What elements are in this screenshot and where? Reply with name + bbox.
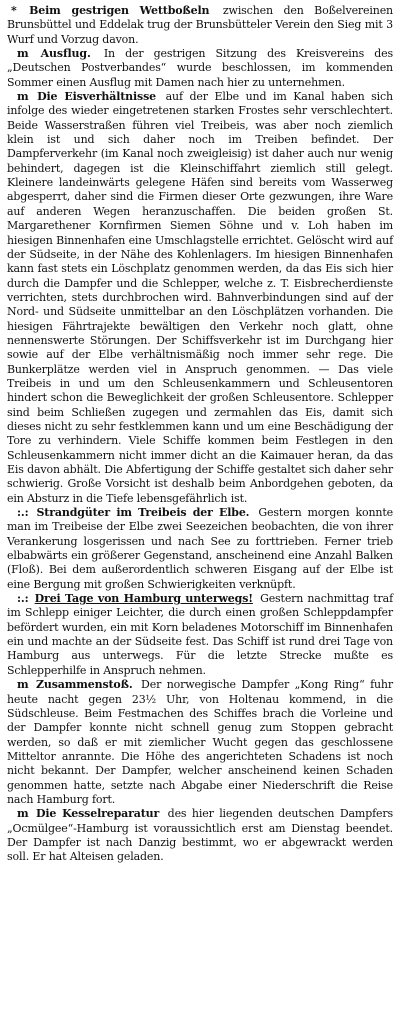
article-headline: Die Eisverhältnisse (37, 90, 156, 104)
article-headline: Drei Tage von Hamburg unterwegs! (34, 592, 253, 606)
article-headline: Zusammenstoß. (36, 678, 133, 692)
article-headline: Die Kesselreparatur (36, 807, 160, 821)
article-headline: Ausflug. (40, 47, 91, 61)
article-text: Gestern morgen konnte man im Treibeise der Elbe zwei Seezeichen beobachten, die von ihrer Verankerung losgerissen und nach See zu forttrieben. Ferner trieb elbabwärts ein größerer Gegenstand, anscheinend eine Anzahl Balken (Floß). Bei dem außerordentlich schweren Eisgang auf der Elbe ist eine Bergung mit großen Schwierigkeiten verknüpft. (7, 506, 393, 591)
article-eisverhaeltnisse (7, 90, 393, 506)
article-headline: Beim gestrigen Wettboßeln (29, 4, 210, 17)
article-wettbosseln (7, 4, 393, 47)
article-text: In der gestrigen Sitzung des Kreisvereins des „Deutschen Postverbandes“ wurde beschlossen, im kommenden Sommer einen Ausflug mit Damen nach hier zu unternehmen. (7, 47, 393, 89)
article-text: auf der Elbe und im Kanal haben sich infolge des wieder eingetretenen starken Frostes sehr verschlechtert. Beide Wasserstraßen führen viel Treibeis, was aber noch ziemlich klein ist und sich daher noch im Treiben befindet. Der Dampferverkehr (im Kanal noch zweigleisig) ist daher auch nur wenig behindert, dagegen ist die Kleinschiffahrt ziemlich still gelegt. Kleinere landeinwärts gelegene Häfen sind bereits vom Wasserweg abgesperrt, daher sind die Firmen dieser Orte gezwungen, ihre Ware auf anderen Wegen heranzuschaffen. Die beiden großen St. Margarethener Kornfirmen Siemen Söhne und v. Loh haben im hiesigen Binnenhafen eine Umschlagstelle errichtet. Gelöscht wird auf der Südseite, in der Nähe des Kohlenlagers. Im hiesigen Binnenhafen kann fast stets ein Löschplatz genommen werden, da das Eis sich hier durch die Dampfer und die Schlepper, welche z. T. Eisbrecherdienste verrichten, stets durchbrochen wird. Bahnverbindungen sind auf der Nord- und Südseite unmittelbar an den Löschplätzen vorhanden. Die hiesigen Fährtrajekte bewältigen den Verkehr noch glatt, ohne nennenswerte Störungen. Der Schiffsverkehr ist im Durchgang hier sowie auf der Elbe verhältnismäßig noch immer sehr rege. Die Bunkerplätze werden viel in Anspruch genommen. — Das viele Treibeis in und um den Schleusenkammern und Schleusentoren hindert schon die Beweglichkeit der großen Schleusentore. Schlepper sind beim Schließen zugegen und zermahlen das Eis, damit sich dieses nicht zu sehr festklemmen kann und um eine Beschädigung der Tore zu verhindern. Viele Schiffe kommen beim Festlegen in den Schleusenkammern nicht immer dicht an die Kaimauer heran, da das Eis davon abhält. Die Abfertigung der Schiffe gestaltet sich daher sehr schwierig. Große Vorsicht ist deshalb beim Anbordgehen geboten, da ein Absturz in die Tiefe lebensgefährlich ist. (7, 90, 393, 505)
article-text: Gestern nachmittag traf im Schlepp einiger Leichter, die durch einen großen Schleppdampfer befördert wurden, ein mit Korn beladenes Motorschiff im Binnenhafen ein und machte an der Südseite fest. Das Schiff ist rund drei Tage von Hamburg aus unterwegs. Für die letzte Strecke mußte es Schlepperhilfe in Anspruch nehmen. (7, 592, 393, 677)
article-text: Der norwegische Dampfer „Kong Ring“ fuhr heute nacht gegen 23½ Uhr, von Holtenau kommend, in die Südschleuse. Beim Festmachen des Schiffes brach die Vorleine und der Dampfer konnte nicht schnell genug zum Stoppen gebracht werden, so daß er mit ziemlicher Wucht gegen das geschlossene Mitteltor anrannte. Die Höhe des angerichteten Schadens ist noch nicht bekannt. Der Dampfer, welcher anscheinend keinen Schaden genommen hatte, setzte nach Abgabe einer Niederschrift die Reise nach Hamburg fort. (7, 678, 393, 806)
article-marker: m (17, 807, 29, 821)
article-ausflug (7, 47, 393, 90)
article-text: des hier liegenden deutschen Dampfers „Ocmülgee“-Hamburg ist voraussichtlich erst am Dienstag beendet. Der Dampfer ist nach Danzig bestimmt, wo er abgewrackt werden soll. Er hat Alteisen geladen. (7, 807, 393, 864)
article-text: zwischen den Boßelvereinen Brunsbüttel und Eddelak trug der Brunsbütteler Verein den Sieg mit 3 Wurf und Vorzug davon. (7, 4, 393, 46)
article-headline: Strandgüter im Treibeis der Elbe. (36, 506, 250, 520)
article-marker: m (17, 90, 29, 104)
article-kesselreparatur (7, 807, 393, 864)
article-marker: * (11, 4, 17, 17)
article-marker: m (17, 678, 29, 692)
article-zusammenstoss (7, 678, 393, 807)
article-marker: m (17, 47, 29, 61)
article-marker: :.: (17, 506, 29, 520)
article-strandgueter (7, 506, 393, 592)
article-drei-tage (7, 592, 393, 678)
article-marker: :.: (17, 592, 29, 606)
